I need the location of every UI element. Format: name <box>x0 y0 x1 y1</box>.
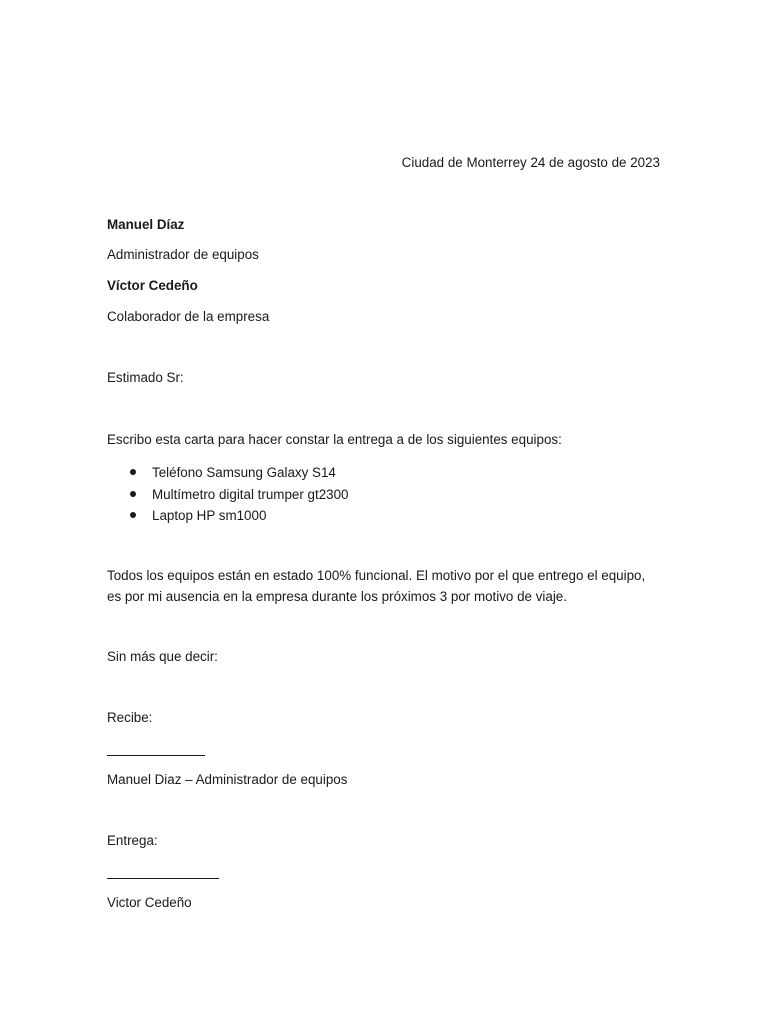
list-item-label: Teléfono Samsung Galaxy S14 <box>152 465 336 480</box>
receives-label: Recibe: <box>107 710 153 725</box>
date-line: Ciudad de Monterrey 24 de agosto de 2023 <box>401 155 660 170</box>
sender-title: Colaborador de la empresa <box>107 309 270 324</box>
delivers-label: Entrega: <box>107 833 158 848</box>
body-line-1: Todos los equipos están en estado 100% funcional. El motivo por el que entrego el equipo, <box>107 568 646 583</box>
list-item <box>107 484 349 506</box>
closing-text: Sin más que decir: <box>107 649 218 664</box>
deliverer-signature-line <box>107 878 219 879</box>
salutation: Estimado Sr: <box>107 370 184 385</box>
intro-text: Escribo esta carta para hacer constar la entrega a de los siguientes equipos: <box>107 432 562 447</box>
body-line-2: es por mi ausencia en la empresa durante los próximos 3 por motivo de viaje. <box>107 588 567 604</box>
recipient-name: Manuel Díaz <box>107 217 185 232</box>
list-item <box>107 462 349 484</box>
receiver-signature-name: Manuel Diaz – Administrador de equipos <box>107 772 348 787</box>
list-item <box>107 505 349 527</box>
deliverer-signature-name: Victor Cedeño <box>107 895 192 910</box>
list-item-label: Laptop HP sm1000 <box>152 508 267 523</box>
equipment-list <box>107 462 349 527</box>
bullet-icon <box>130 491 136 497</box>
list-item-label: Multímetro digital trumper gt2300 <box>152 486 349 502</box>
bullet-icon <box>130 512 136 518</box>
body-paragraph <box>107 566 667 607</box>
bullet-icon <box>130 469 136 475</box>
recipient-title: Administrador de equipos <box>107 247 259 262</box>
receiver-signature-line <box>107 755 205 756</box>
sender-name: Víctor Cedeño <box>107 278 198 293</box>
